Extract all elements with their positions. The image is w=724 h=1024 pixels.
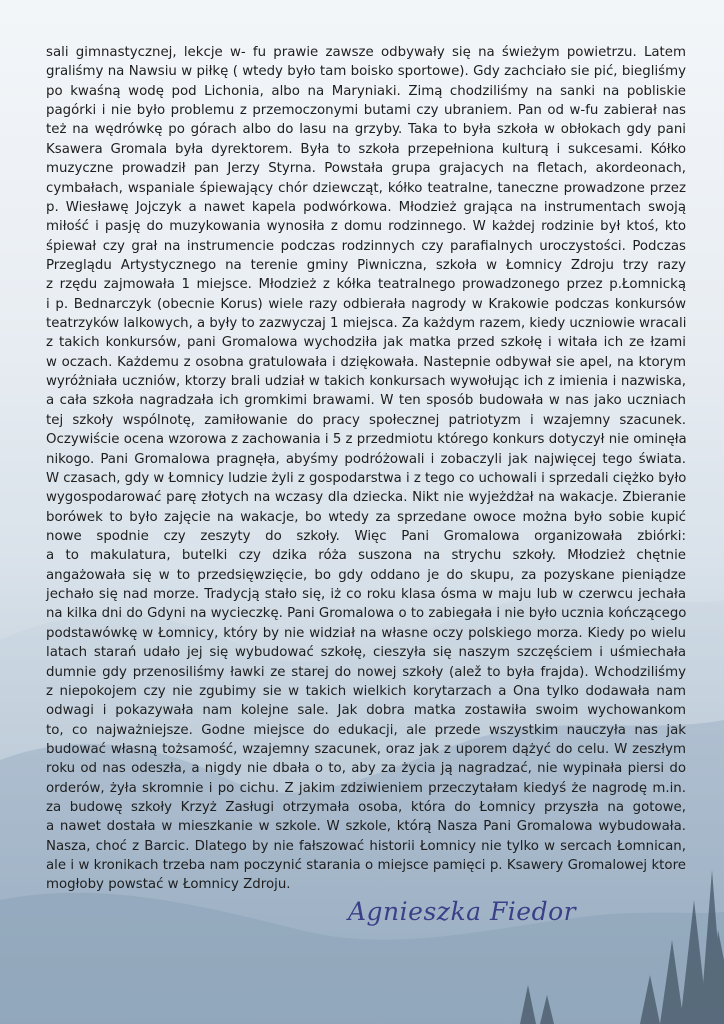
text-line: p. Wiesławę Jojczyk a nawet kapela podwórkowa. Młodzież grająca na instrumentach swoją [46,199,686,215]
text-line: po kwaśną wodę pod Lichonia, albo na Maryniaki. Zimą chodziliśmy na sanki na pobliskie [46,83,686,99]
text-line: a to makulatura, butelki czy dzika róża suszona na strychu szkoły. Młodzież chętnie [46,548,686,564]
text-line: śpiewał czy grał na instrumencie podczas rodzinnych czy parafialnych uroczystości. Podczas [46,238,686,254]
text-line: teatrzyków lalkowych, a były to zazwyczaj 1 miejsca. Za każdym razem, kiedy uczniowie wracali [46,316,687,332]
text-line: mogłoby powstać w Łomnicy Zdroju. [46,877,291,893]
author-signature: Agnieszka Fiedor [348,897,577,926]
text-line: W czasach, gdy w Łomnicy ludzie żyli z gospodarstwa i z tego co uchowali i sprzedali ciężko było [46,470,687,486]
text-line: pagórki i nie było problemu z przemoczonymi butami czy ubraniem. Pan od w-fu zabierał nas [46,103,686,119]
text-line: angażowała się w to przedsięwzięcie, bo gdy oddano je do skupu, za pozyskane pieniądze [46,567,686,583]
text-line: Ksawera Gromala była dyrektorem. Była to szkoła przepełniona kulturą i sukcesami. Kółko [46,141,686,157]
text-line: odwagi i pokazywała nam kolejne sale. Jak dobra matka zostawiła swoim wychowankom [46,703,686,719]
text-line: za budowę szkoły Krzyż Zasługi otrzymała osoba, która do Łomnicy przyszła na gotowe, [46,800,686,816]
text-line: borówek to było zajęcie na wakacje, bo wtedy za sprzedane owoce można było sobie kupić [46,509,686,525]
text-line: też na wędrówkę po górach albo do lasu na grzyby. Taka to była szkoła w obłokach gdy pani [46,122,686,138]
text-line: dumnie gdy przenosiliśmy ławki ze starej do nowej szkoły (alež to była frajda). Wchodziliśmy [46,664,686,680]
text-line: nikogo. Pani Gromalowa pragnęła, abyśmy podróżowali i zobaczyli jak najwięcej tego świata. [46,451,686,467]
text-line: i p. Bednarczyk (obecnie Korus) wiele razy odbierała nagrody w Krakowie podczas konkursów [46,296,686,312]
text-line: wyróżniała uczniów, ktorzy brali udział w takich konkursach wywołując ich z imienia i nazwiska, [46,374,686,390]
text-line: podstawówkę w Łomnicy, który by nie widział na własne oczy polskiego morza. Kiedy po wielu [46,625,686,641]
text-line: orderów, żyła skromnie i po cichu. Z jakim zdziwieniem przeczytałam kiedyś że nagrodę m.in. [46,780,686,796]
text-line: a cała szkoła nagradzała ich gromkimi brawami. W ten sposób budowała w nas jako uczniach [46,393,686,409]
text-line: ale i w kronikach trzeba nam poczynić starania o miejsce pamięci p. Ksawery Gromalowej ktore [46,858,686,874]
text-line: roku od nas odeszła, a nigdy nie dbała o to, aby za życia ją nagradzać, nie wypinała piersi do [46,761,686,777]
text-line: z niepokojem czy nie zgubimy sie w takich wielkich korytarzach a Ona tylko dodawała nam [46,683,686,699]
text-line: tej szkoły wspólnotę, zamiłowanie do pracy społecznej patriotyzm i wzajemny szacunek. [46,412,686,428]
text-line: nowe spodnie czy zeszyty do szkoły. Więc Pani Gromalowa organizowała zbiórki: [46,528,686,544]
text-line: jechało się nad morze. Tradycją stało się, iż co roku klasa ósma w maju lub w czerwcu jechała [46,587,686,603]
text-line: cymbałach, wspaniale śpiewający chór dziewcząt, kółko teatralne, taneczne prowadzone przez [46,180,686,196]
text-line: muzyczne prowadził pan Jerzy Styrna. Powstała grupa grajacych na fletach, akordeonach, [46,161,686,177]
text-line: Nasza, choć z Barcic. Dlatego by nie fałszować historii Łomnicy nie tylko w sercach Łomnican, [46,838,686,854]
text-line: budować własną tożsamość, wzajemny szacunek, oraz jak z uporem dążyć do celu. W zeszłym [46,741,686,757]
text-line: sali gimnastycznej, lekcje w- fu prawie zawsze odbywały się na świeżym powietrzu. Latem [46,45,686,60]
text-line: na kilka dni do Gdyni na wycieczkę. Pani Gromalowa o to zabiegała i nie było ucznia kończącego [46,606,687,622]
text-line: graliśmy na Nawsiu w piłkę ( wtedy było tam boisko sportowe). Gdy zachciało sie pić, biegliśmy [46,64,686,80]
text-line: wygospodarować parę złotych na wczasy dla dziecka. Nikt nie wyjeżdżał na wakacje. Zbieranie [46,490,686,506]
article-body [46,43,686,895]
text-line: a nawet dostała w mieszkanie w szkole. W szkole, którą Nasza Pani Gromalowa wybudowała. [46,819,686,835]
text-line: to, co najważniejsze. Godne miejsce do edukacji, ale przede wszystkim nauczyła nas jak [46,722,686,738]
text-line: w oczach. Każdemu z osobna gratulowała i dziękowała. Nastepnie odbywał sie apel, na ktorym [46,354,686,370]
text-line: latach starań udało jej się wybudować szkołę, cieszyła się naszym szczęściem i uśmiechała [46,645,686,661]
text-line: miłość i pasję do muzykowania wynosiła z domu rodzinnego. W każdej rodzinie był ktoś, kto [46,219,686,235]
text-line: Oczywiście ocena wzorowa z zachowania i 5 z przedmiotu którego konkurs dotyczył nie ominęła [46,432,687,448]
text-line: Przeglądu Artystycznego na terenie gminy Piwniczna, szkoła w Łomnicy Zdroju trzy razy [46,257,686,273]
text-line: z rzędu zajmowała 1 miejsce. Młodzież z kółka teatralnego prowadzonego przez p.Łomnicką [46,277,686,293]
text-line: z takich konkursów, pani Gromalowa wychodziła jak matka przed szkołę i witała ich ze łzami [46,335,686,351]
